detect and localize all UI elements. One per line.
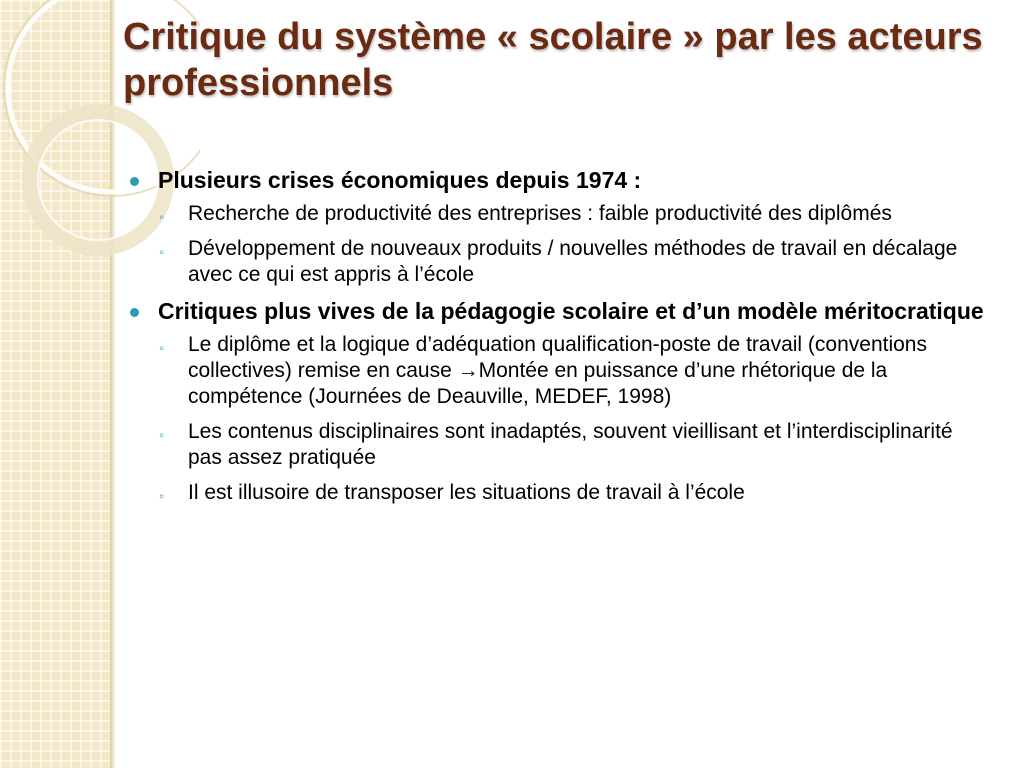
bullet-point (130, 297, 990, 326)
slide-content (130, 166, 990, 515)
sub-bullet-point (130, 201, 990, 227)
slide-title: Critique du système « scolaire » par les acteurs professionnels (123, 16, 983, 104)
sub-bullet-text: Recherche de productivité des entreprises : faible productivité des diplômés (188, 202, 892, 225)
bullet-text: Critiques plus vives de la pédagogie scolaire et d’un modèle méritocratique (158, 298, 984, 324)
bullet-dot-icon (130, 177, 139, 186)
sub-bullet-point (130, 236, 990, 288)
sub-bullet-point (130, 480, 990, 506)
sub-bullet-text-before: Le diplôme et la logique d’adéquation qualification-poste de travail (conventions collectives) remise en cause (188, 333, 927, 382)
bullet-dot-icon (130, 308, 139, 317)
sub-bullet-text: Les contenus disciplinaires sont inadaptés, souvent vieillisant et l’interdisciplinarité pas assez pratiquée (188, 420, 953, 469)
circle-bullet-icon: ◦ (159, 244, 165, 261)
right-arrow-icon: → (457, 359, 479, 382)
sub-bullet-text: Développement de nouveaux produits / nouvelles méthodes de travail en décalage avec ce qui est appris à l’école (188, 237, 958, 286)
sub-bullet-text-after: Montée en puissance d’une rhétorique de la compétence (Journées de Deauville, MEDEF, 1998) (188, 359, 888, 408)
circle-bullet-icon: ◦ (159, 340, 165, 357)
circle-bullet-icon: ◦ (159, 488, 165, 505)
bullet-point (130, 166, 990, 195)
sub-bullet-point (130, 419, 990, 471)
circle-bullet-icon: ◦ (159, 209, 165, 226)
bullet-text: Plusieurs crises économiques depuis 1974 : (158, 167, 642, 193)
sub-bullet-text: Il est illusoire de transposer les situations de travail à l’école (188, 481, 745, 504)
circle-bullet-icon: ◦ (159, 427, 165, 444)
sub-bullet-point (130, 332, 990, 410)
